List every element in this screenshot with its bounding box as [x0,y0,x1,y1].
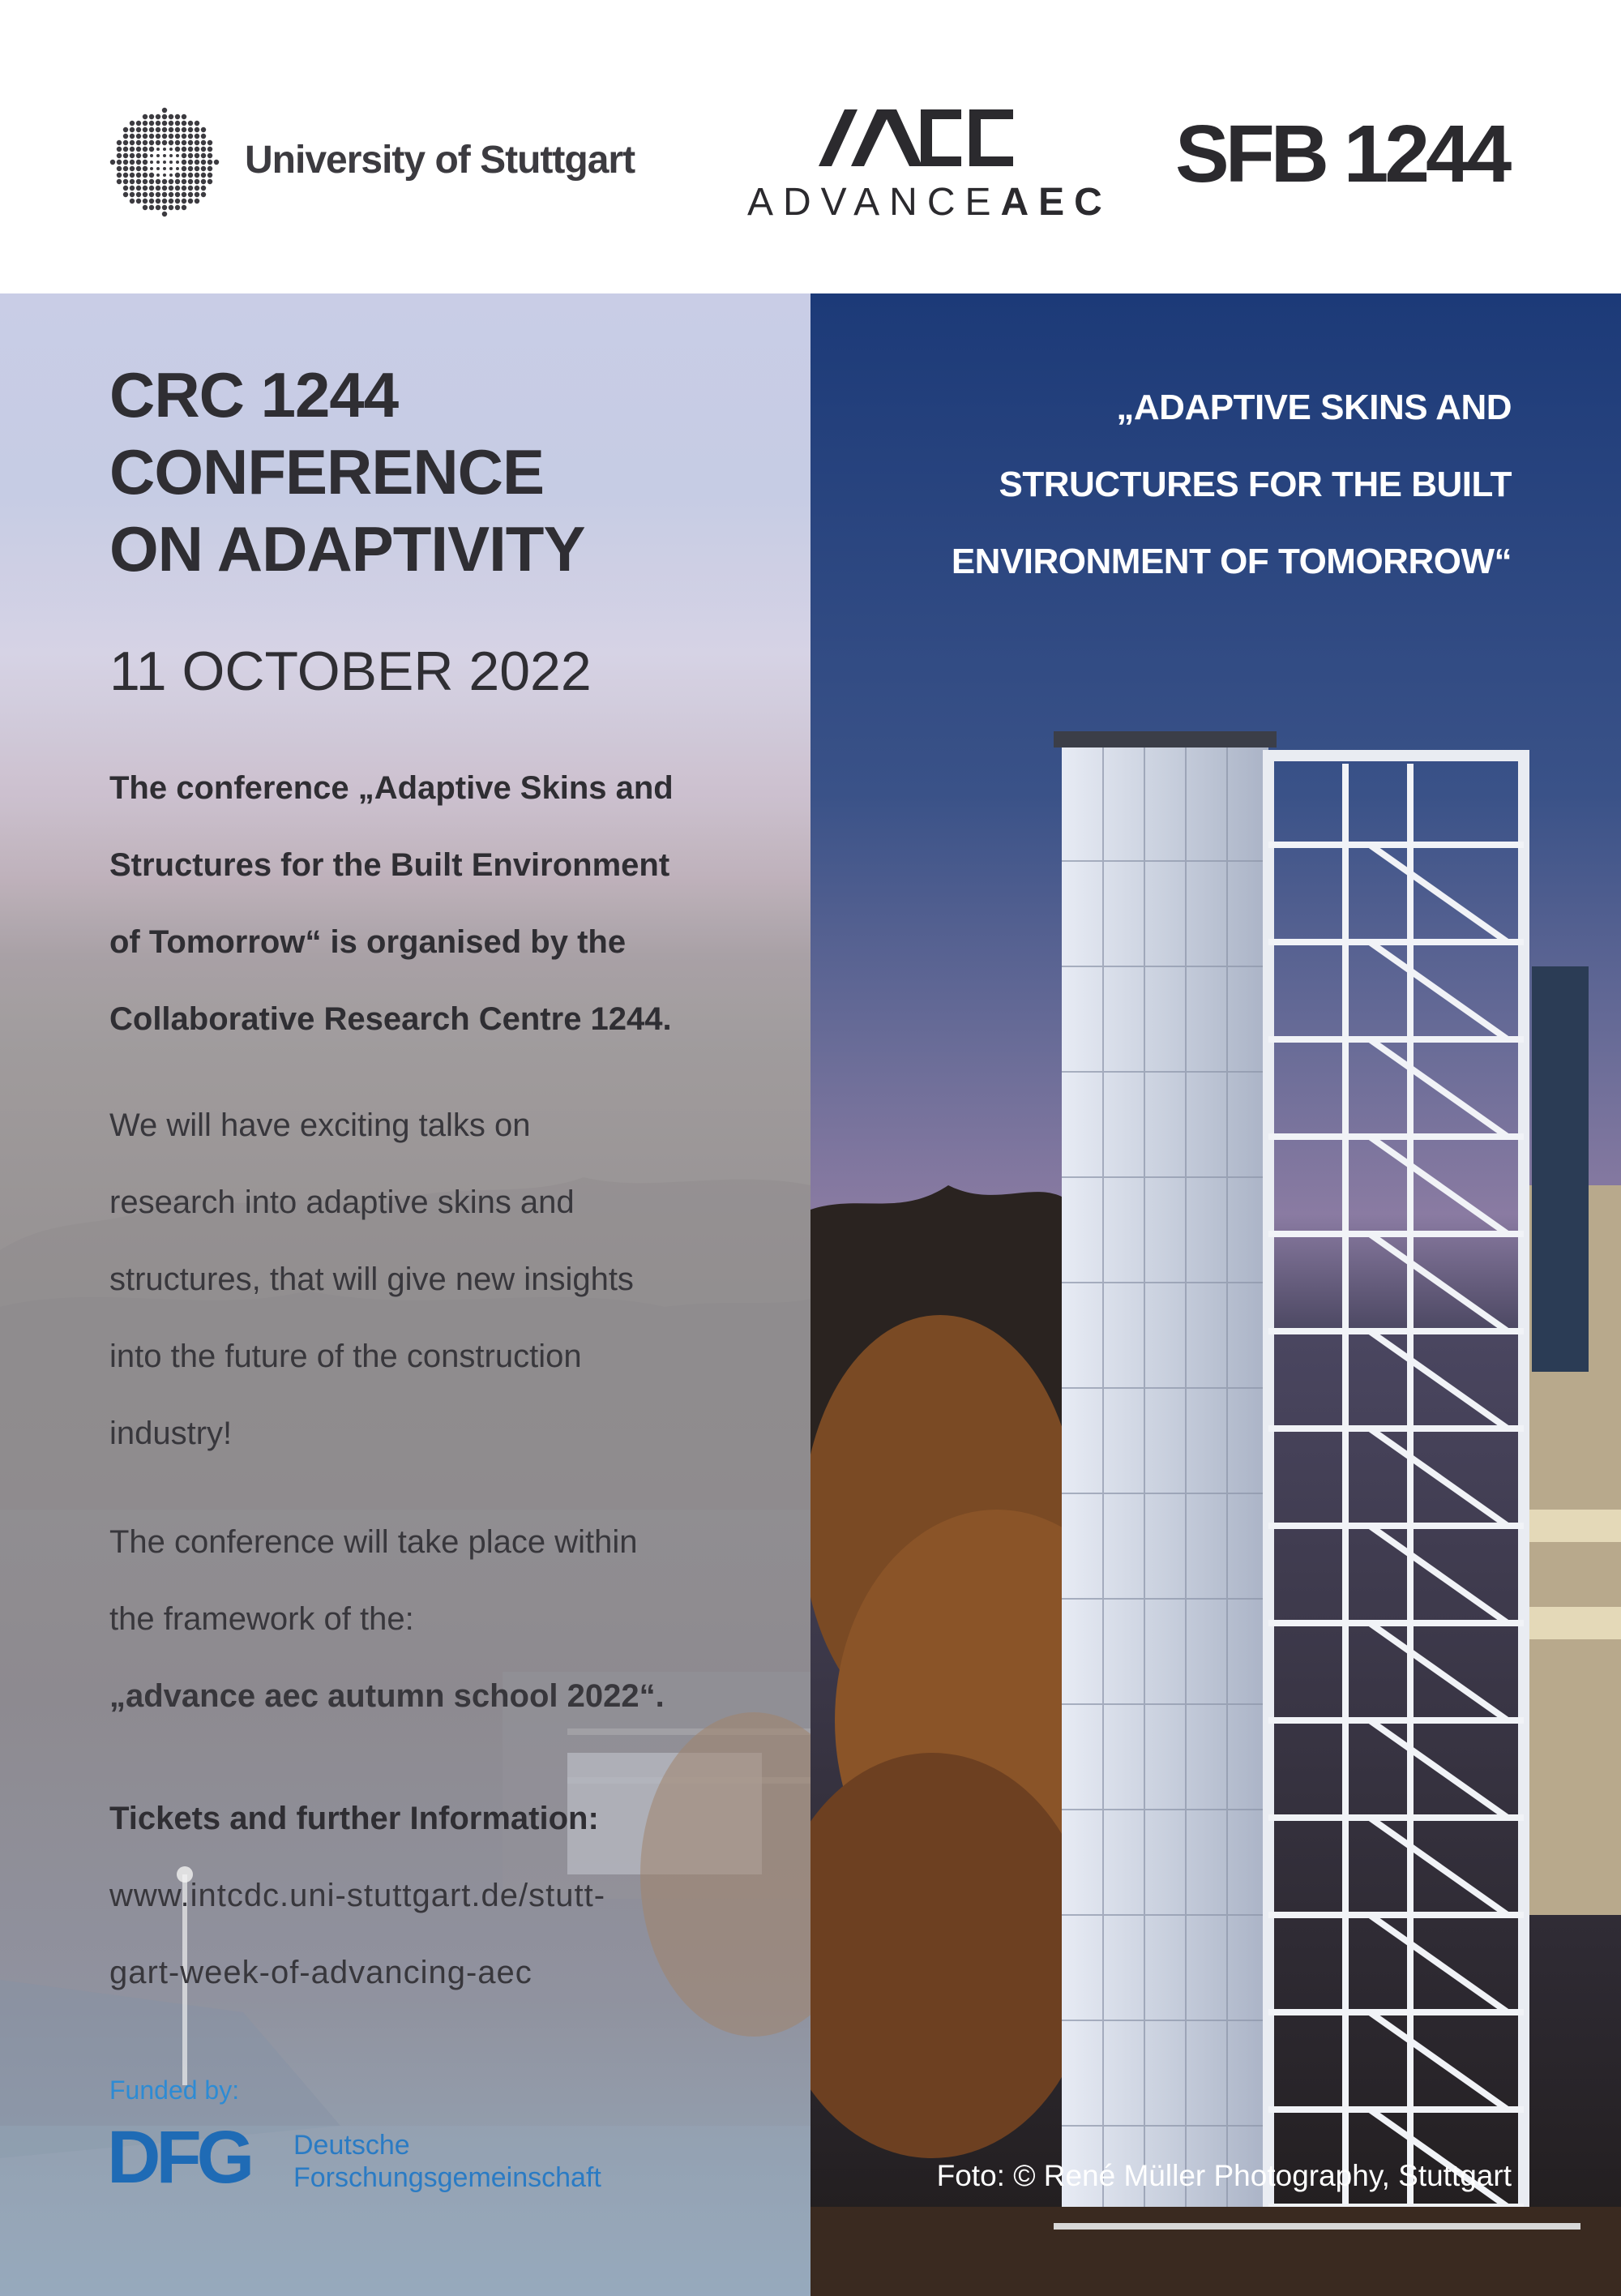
intro-paragraph [109,750,674,1058]
intro-line: Structures for the Built Environment [109,847,670,883]
title-line: ON ADAPTIVITY [109,513,585,585]
quote-line: ENVIRONMENT OF TOMORROW“ [951,542,1512,581]
framework-line: The conference will take place within [109,1524,638,1560]
framework-line: the framework of the: [109,1601,414,1637]
intro-line: Collaborative Research Centre 1244. [109,1001,672,1037]
photo-credit: Foto: © René Müller Photography, Stuttgart [936,2159,1512,2192]
conference-title [109,357,584,588]
url-line[interactable]: gart-week-of-advancing-aec [109,1955,532,1990]
aec-word-light: ADVANCE [747,181,1001,224]
university-seal-logo [109,107,220,217]
talks-line: into the future of the construction [109,1339,582,1374]
talks-paragraph [109,1087,634,1472]
talks-line: structures, that will give new insights [109,1262,634,1297]
sfb-1244-logo: SFB 1244 [1175,109,1508,199]
intro-line: The conference „Adaptive Skins and [109,770,674,806]
svg-text:DFG: DFG [107,2124,250,2189]
conference-date: 11 OCTOBER 2022 [109,640,592,702]
quote-line: „ADAPTIVE SKINS AND [1116,388,1512,427]
info-url[interactable] [109,1857,605,2011]
header-bar [0,0,1621,293]
framework-paragraph [109,1504,665,1735]
funded-by-label: Funded by: [109,2075,240,2105]
university-name: University of Stuttgart [245,139,635,182]
dfg-name-line: Deutsche [293,2130,410,2161]
url-line[interactable]: www.intcdc.uni-stuttgart.de/stutt- [109,1878,606,1913]
advance-aec-wordmark [747,180,1112,225]
dfg-name-line: Forschungsgemeinschaft [293,2162,601,2193]
intro-line: of Tomorrow“ is organised by the [109,924,627,960]
title-line: CRC 1244 [109,359,399,430]
dfg-logo [107,2124,269,2189]
talks-line: industry! [109,1416,233,1451]
advance-aec-mark-logo [819,109,1013,166]
talks-line: research into adaptive skins and [109,1184,575,1220]
autumn-school-name: „advance aec autumn school 2022“. [109,1678,665,1714]
conference-quote [823,369,1512,600]
aec-word-bold: AEC [1000,181,1112,224]
dfg-full-name [293,2129,601,2194]
tickets-label: Tickets and further Information: [109,1801,599,1836]
quote-line: STRUCTURES FOR THE BUILT [999,465,1512,504]
talks-line: We will have exciting talks on [109,1107,531,1143]
title-line: CONFERENCE [109,436,545,508]
